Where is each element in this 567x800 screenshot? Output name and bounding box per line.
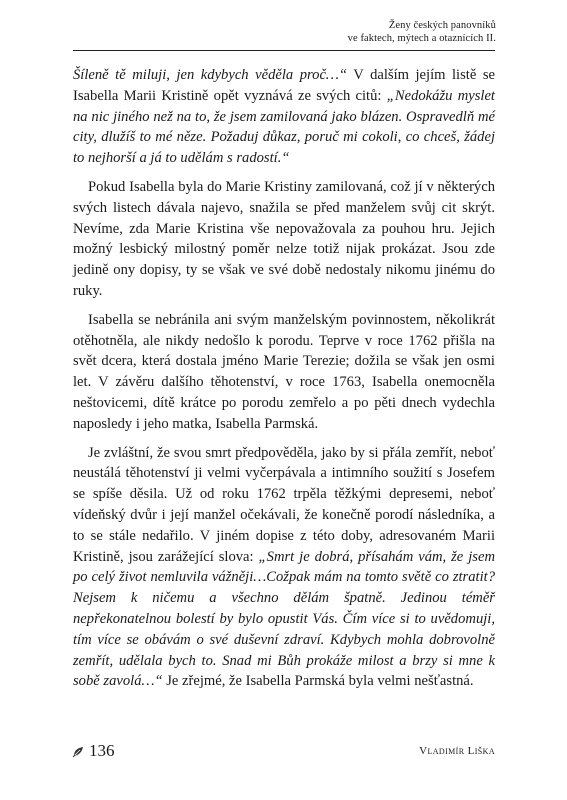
paragraph [73, 310, 495, 435]
paragraph [73, 177, 495, 302]
text-segment: V dalším jejím listě se Isabella Marii Kristině opět vyznává ze svých citů: [73, 67, 496, 104]
running-header [236, 20, 496, 45]
page-footer [72, 742, 495, 762]
paragraph [73, 65, 495, 169]
header-book-title-line1: Ženy českých panovníků [388, 20, 496, 31]
text-segment: Isabella se nebránila ani svým manželským povinnostem, několikrát otěhotněla, ale nikdy nedošlo k porodu. Teprve v roce 1762 přišla na svět dcera, která dostala jméno Marie Terezie; dožila se však jen osmi let. V závěru dalšího těhotenství, v roce 1763, Isabella onemocněla neštovicemi, dítě krátce po porodu zemřelo a po pěti dnech vydechla naposledy i jeho matka, Isabella Parmská. [73, 311, 495, 432]
quoted-text: Šíleně tě miluji, jen kdybych věděla proč…“ [73, 67, 348, 83]
quoted-text: „Smrt je dobrá, přísahám vám, že jsem po celý život nemluvila vážněji…Cožpak mám na tomto světě co ztratit? Nejsem k ničemu a všechno dělám špatně. Jedinou téměř nepřekonatelnou bolestí by bylo opustit Vás. Čím více si to uvědomuji, tím více se obávám o své duševní zdraví. Kdybych mohla dobrovolně zemřít, udělala bych to. Snad mi Bůh prokáže milost a brzy si mne k sobě zavolá…“ [73, 548, 495, 690]
text-segment: Je zvláštní, že svou smrt předpověděla, jako by si přála zemřít, neboť neustálá těhotenství ji velmi vyčerpávala a intimního soužití s Josefem se spíše děsila. Už od roku 1762 trpěla těžkými depresemi, neboť vídeňský dvůr i její manžel očekávali, že konečně porodí následníka, a to se stále nedařilo. V jiném dopise z této doby, adresovaném Marii Kristině, jsou zarážející slova: [73, 444, 495, 565]
leaf-ornament-icon [72, 745, 85, 758]
body-text [73, 65, 495, 700]
text-segment: Pokud Isabella byla do Marie Kristiny zamilovaná, což jí v některých svých listech dávala najevo, snažila se před manželem svůj cit skrýt. Nevíme, zda Marie Kristina vše nepovažovala za pouhou hru. Jejich možný lesbický milostný poměr nelze totiž nijak prokázat. Jsou zde jedině ony dopisy, ty se však ve své době nedostaly nikomu jinému do ruky. [73, 178, 495, 299]
paragraph [73, 443, 495, 693]
author-name: Vladimír Liška [419, 745, 495, 757]
quoted-text: „Nedokážu myslet na nic jiného než na to, že jsem zamilovaná jako blázen. Ospravedlň mé city, dlužíš to mé něze. Požaduj důkaz, poruč mi cokoli, co chceš, žádej to nejhorší a já to udělám s radostí.“ [73, 87, 495, 167]
header-divider [73, 50, 495, 51]
text-segment: Je zřejmé, že Isabella Parmská byla velmi nešťastná. [162, 673, 474, 690]
header-book-title-line2: ve faktech, mýtech a otaznících II. [347, 32, 496, 44]
page-number: 136 [89, 741, 115, 760]
